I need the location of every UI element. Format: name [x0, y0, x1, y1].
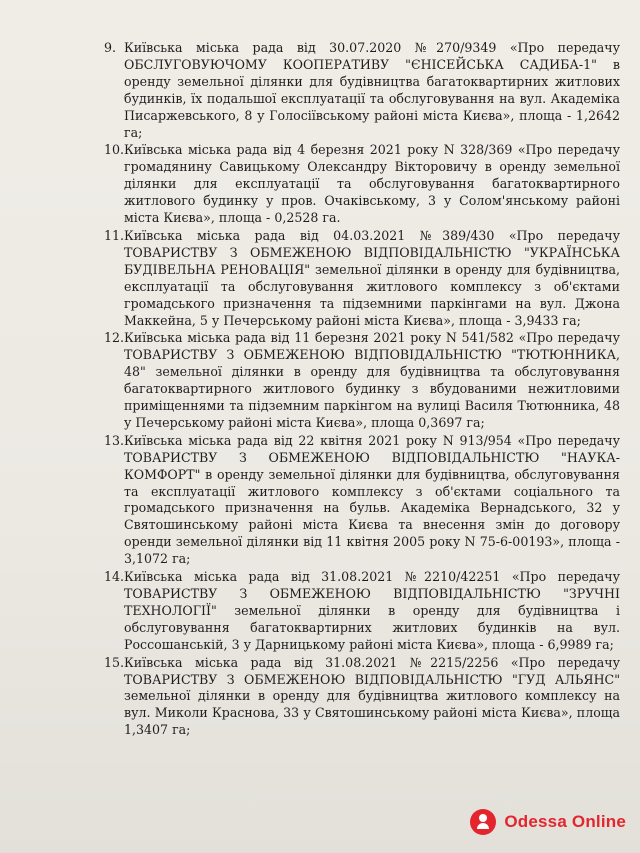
- item-number: 10.: [104, 142, 125, 158]
- item-number: 11.: [104, 227, 125, 243]
- watermark-logo: [470, 809, 626, 835]
- list-item: [104, 142, 620, 227]
- item-number: 15.: [104, 654, 125, 670]
- item-text: Київська міська рада від 31.08.2021 №2215/2256 «Про передачу ТОВАРИСТВУ З ОБМЕЖЕНОЮ ВІДПОВІДАЛЬНІСТЮ "ГУД АЛЬЯНС" земельної ділянки в оренду для будівництва житлового комплексу на вул. Миколи Краснова, 33 у Святошинському районі міста Києва», площа 1,3407 га;: [124, 654, 620, 738]
- item-text: Київська міська рада від 22 квітня 2021 року N 913/954 «Про передачу ТОВАРИСТВУ З ОБМЕЖЕНОЮ ВІДПОВІДАЛЬНІСТЮ "НАУКА-КОМФОРТ" в оренду земельної ділянки для будівництва, обслуговування та експлуатації житлового комплексу з об'єктами соціального та громадського призначення на бульв. Академіка Вернадського, 32 у Святошинському районі міста Києва та внесення змін до договору оренди земельної ділянки від 11 квітня 2005 року N 75-6-00193», площа - 3,1072 га;: [124, 432, 620, 567]
- watermark-brand: Odessa Online: [504, 812, 626, 831]
- list-item: [104, 569, 620, 654]
- list-item: [104, 654, 620, 740]
- item-number: 14.: [104, 569, 125, 585]
- item-text: Київська міська рада від 11 березня 2021 року N 541/582 «Про передачу ТОВАРИСТВУ З ОБМЕЖЕНОЮ ВІДПОВІДАЛЬНІСТЮ "ТЮТЮННИКА, 48" земельної ділянки в оренду для будівництва та обслуговування багатоквартирного житлового будинку з вбудованими нежитловими приміщеннями та підземним паркінгом на вулиці Василя Тютюнника, 48 у Печерському районі міста Києва», площа 0,3697 га;: [124, 330, 620, 430]
- resolution-list: [104, 40, 620, 740]
- item-text: Київська міська рада від 04.03.2021 №389/430 «Про передачу ТОВАРИСТВУ З ОБМЕЖЕНОЮ ВІДПОВІДАЛЬНІСТЮ "УКРАЇНСЬКА БУДІВЕЛЬНА РЕНОВАЦІЯ" земельної ділянки в оренду для будівництва, експлуатації та обслуговування житлового комплексу з об'єктами громадського призначення та підземними паркінгами на вул. Джона Маккейна, 5 у Печерському районі міста Києва», площа - 3,9433 га;: [124, 227, 620, 328]
- item-text: Київська міська рада від 4 березня 2021 року N 328/369 «Про передачу громадянину Савицькому Олександру Вікторовичу в оренду земельної ділянки для експлуатації та обслуговування багатоквартирного житлового будинку у пров. Очаківському, 3 у Солом'янському районі міста Києва», площа - 0,2528 га.: [124, 142, 620, 226]
- item-text: Київська міська рада від 30.07.2020 №270/9349 «Про передачу ОБСЛУГОВУЮЧОМУ КООПЕРАТИВУ "ЄНІСЕЙСЬКА САДИБА-1" в оренду земельної ділянки для будівництва багатоквартирних житлових будинків, їх подальшої експлуатації та обслуговування на вул. Академіка Писаржевського, 8 у Голосіївському районі міста Києва», площа - 1,2642 га;: [124, 40, 620, 140]
- odessa-online-logo-icon: [470, 809, 496, 835]
- list-item: [104, 432, 620, 568]
- list-item: [104, 330, 620, 431]
- item-number: 12.: [104, 330, 125, 346]
- item-number: 13.: [104, 432, 125, 448]
- item-text: Київська міська рада від 31.08.2021 №2210/42251 «Про передачу ТОВАРИСТВУ З ОБМЕЖЕНОЮ ВІДПОВІДАЛЬНІСТЮ "ЗРУЧНІ ТЕХНОЛОГІЇ" земельної ділянки в оренду для будівництва і обслуговування багатоквартирних житлових будинків на вул. Россошанській, 3 у Дарницькому районі міста Києва», площа - 6,9989 га;: [124, 569, 620, 652]
- item-number: 9.: [104, 40, 117, 55]
- list-item: [104, 227, 620, 329]
- list-item: [104, 40, 620, 141]
